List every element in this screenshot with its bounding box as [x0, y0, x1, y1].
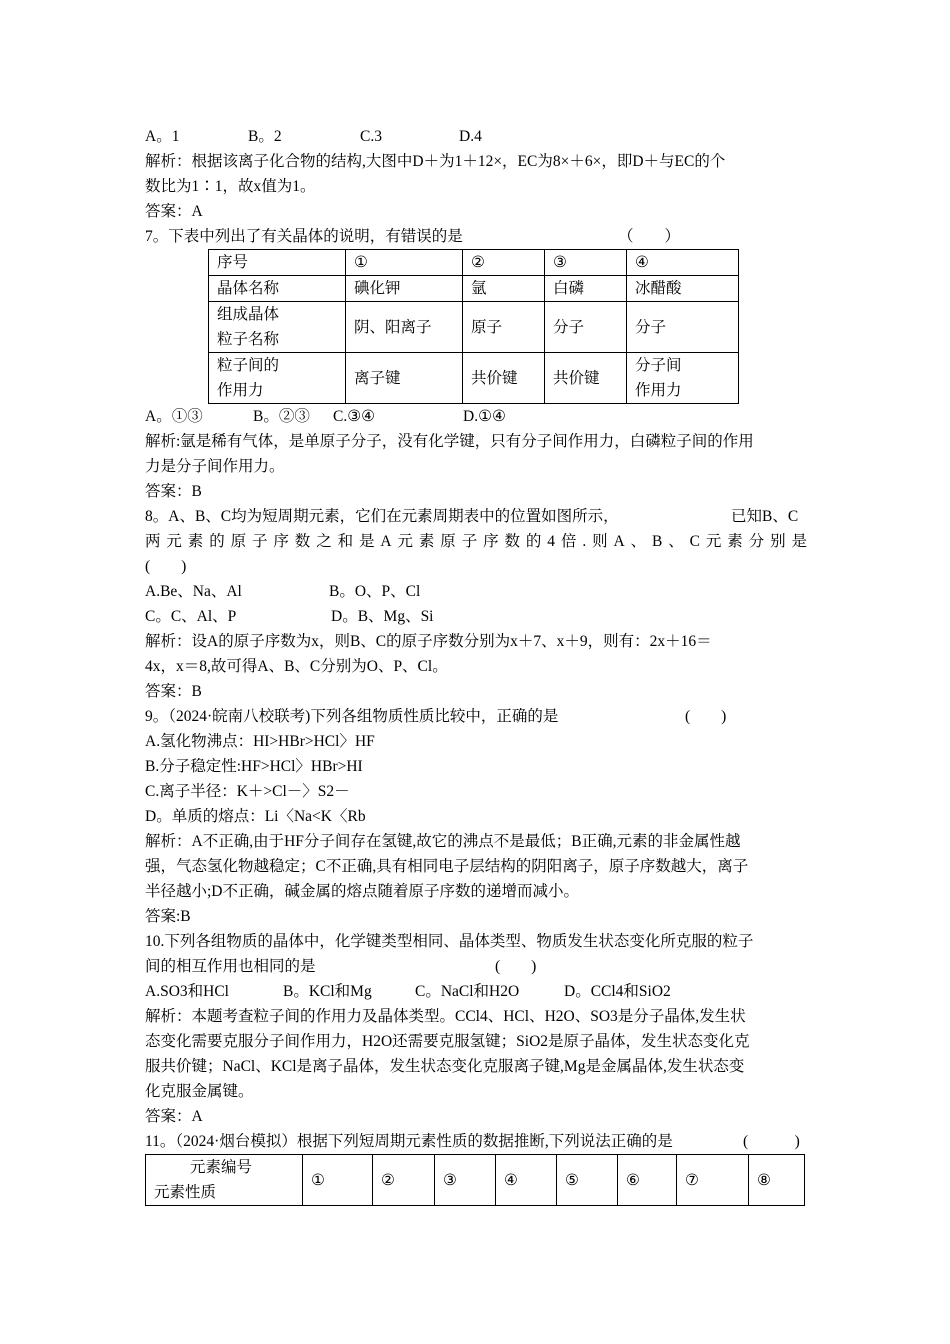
- table-cell: 分子: [627, 302, 739, 353]
- table-cell: 晶体名称: [209, 276, 346, 302]
- q10-answer: 答案：A: [145, 1108, 203, 1125]
- q9-answer: 答案:B: [145, 908, 191, 925]
- q11-table: [145, 1154, 805, 1206]
- table-cell: 阴、阳离子: [346, 302, 463, 353]
- q7-stem: [145, 224, 807, 249]
- question-text: 11。（2024·烟台模拟）根据下列短周期元素性质的数据推断,下列说法正确的是: [145, 1133, 673, 1150]
- table-cell: 碘化钾: [346, 276, 463, 302]
- table-cell: 序号: [209, 250, 346, 276]
- table-cell: ①: [346, 250, 463, 276]
- q8-options-cd: [145, 604, 807, 629]
- table-row: [146, 1155, 805, 1206]
- q8-analysis-line: 解析：设A的原子序数为x，则B、C的原子序数分别为x＋7、x＋9，则有：2x＋16＝: [145, 633, 712, 650]
- option-d: D。B、Mg、Si: [331, 608, 434, 625]
- q10-analysis-line: 服共价键；NaCl、KCl是离子晶体，发生状态变化克服离子键,Mg是金属晶体,发生状态变: [145, 1058, 745, 1075]
- table-cell: ②: [373, 1155, 435, 1206]
- option-d: D。单质的熔点：Li〈Na<K〈Rb: [145, 808, 366, 825]
- cell-line: 分子间: [635, 357, 682, 374]
- option-c: C.③④: [333, 408, 376, 425]
- q8-bracket: ( ): [145, 558, 187, 575]
- option-b: B.分子稳定性:HF>HCl〉HBr>HI: [145, 758, 363, 775]
- q10-stem-line: [145, 954, 807, 979]
- table-row: [209, 276, 739, 302]
- option-a: A.Be、Na、Al: [145, 583, 242, 600]
- q11-stem: [145, 1129, 807, 1154]
- table-row: [209, 302, 739, 353]
- table-cell: ⑧: [749, 1155, 805, 1206]
- cell-line: 作用力: [217, 382, 264, 399]
- option-b: B。②③: [253, 408, 310, 425]
- question-text: 已知B、C: [731, 508, 799, 525]
- option-a: A.SO3和HCl: [145, 983, 229, 1000]
- q8-answer: 答案：B: [145, 683, 202, 700]
- q9-stem: [145, 704, 807, 729]
- q6-options: [145, 124, 807, 149]
- question-text: 8。A、B、C均为短周期元素，它们在元素周期表中的位置如图所示，: [145, 508, 619, 525]
- document-page: [145, 124, 807, 1206]
- table-cell: 原子: [463, 302, 545, 353]
- q8-analysis-line: 4x，x＝8,故可得A、B、C分别为O、P、Cl。: [145, 658, 448, 675]
- option-b: B。O、P、Cl: [329, 583, 421, 600]
- option-c: C。C、Al、P: [145, 608, 237, 625]
- table-row: [209, 353, 739, 404]
- answer-bracket: （ ）: [618, 228, 681, 245]
- table-cell: ③: [545, 250, 627, 276]
- question-text: 间的相互作用也相同的是: [145, 958, 316, 975]
- table-cell: 冰醋酸: [627, 276, 739, 302]
- table-header-cell: [146, 1155, 303, 1206]
- table-cell: ①: [303, 1155, 373, 1206]
- answer-bracket: ( ): [685, 708, 727, 725]
- option-c: C.3: [360, 128, 382, 145]
- option-d: D.①④: [463, 408, 506, 425]
- table-cell: ④: [627, 250, 739, 276]
- question-text: 7。下表中列出了有关晶体的说明，有错误的是: [145, 228, 463, 245]
- table-cell: [209, 353, 346, 404]
- option-c: C.离子半径：K＋>Cl－〉S2－: [145, 783, 350, 800]
- table-cell: 离子键: [346, 353, 463, 404]
- q9-analysis-line: 解析：A不正确,由于HF分子间存在氢键,故它的沸点不是最低；B正确,元素的非金属性越: [145, 833, 741, 850]
- cell-line: 元素编号: [190, 1159, 253, 1176]
- q10-stem-line: 10.下列各组物质的晶体中，化学键类型相同、晶体类型、物质发生状态变化所克服的粒子: [145, 933, 754, 950]
- cell-line: 粒子间的: [217, 357, 280, 374]
- option-b: B。2: [248, 128, 282, 145]
- table-cell: ⑦: [677, 1155, 749, 1206]
- q9-analysis-line: 强，气态氢化物越稳定；C不正确,具有相同电子层结构的阴阳离子，原子序数越大，离子: [145, 858, 749, 875]
- option-a: A。1: [145, 128, 180, 145]
- q10-analysis-line: 化克服金属键。: [145, 1083, 254, 1100]
- q8-stem-line: [145, 504, 807, 529]
- q10-analysis-line: 态变化需要克服分子间作用力，H2O还需要克服氢键；SiO2是原子晶体，发生状态变化克: [145, 1033, 750, 1050]
- question-text: 9。（2024·皖南八校联考)下列各组物质性质比较中，正确的是: [145, 708, 559, 725]
- q7-answer: 答案：B: [145, 483, 202, 500]
- q6-analysis-line: 数比为1∶1，故x值为1。: [145, 178, 316, 195]
- table-cell: [627, 353, 739, 404]
- table-cell: 分子: [545, 302, 627, 353]
- q7-options: [145, 404, 807, 429]
- table-cell: ③: [435, 1155, 496, 1206]
- q7-table: [208, 249, 739, 404]
- table-cell: ②: [463, 250, 545, 276]
- q10-analysis-line: 解析：本题考查粒子间的作用力及晶体类型。CCl4、HCl、H2O、SO3是分子晶体,发生状: [145, 1008, 746, 1025]
- table-cell: 共价键: [545, 353, 627, 404]
- option-c: C。NaCl和H2O: [415, 983, 520, 1000]
- cell-line: 粒子名称: [217, 331, 280, 348]
- q7-analysis-line: 解析:氩是稀有气体，是单原子分子，没有化学键，只有分子间作用力，白磷粒子间的作用: [145, 433, 754, 450]
- q8-options-ab: [145, 579, 807, 604]
- cell-line: 作用力: [635, 382, 682, 399]
- table-cell: ④: [496, 1155, 557, 1206]
- option-a: A.氢化物沸点：HI>HBr>HCl〉HF: [145, 733, 375, 750]
- option-a: A。①③: [145, 408, 203, 425]
- q8-stem-line: 两元素的原子序数之和是A元素原子序数的4倍.则A、B、C元素分别是: [145, 533, 807, 550]
- cell-line: 组成晶体: [217, 306, 280, 323]
- table-cell: [209, 302, 346, 353]
- table-cell: 氩: [463, 276, 545, 302]
- q6-analysis-line: 解析：根据该离子化合物的结构,大图中D＋为1＋12×，EC为8×＋6×，即D＋与EC的个: [145, 153, 726, 170]
- table-cell: ⑤: [557, 1155, 618, 1206]
- table-cell: ⑥: [618, 1155, 677, 1206]
- q7-analysis-line: 力是分子间作用力。: [145, 458, 285, 475]
- answer-bracket: ( ): [495, 958, 537, 975]
- table-cell: 白磷: [545, 276, 627, 302]
- table-cell: 共价键: [463, 353, 545, 404]
- option-d: D。CCl4和SiO2: [564, 983, 671, 1000]
- q10-options: [145, 979, 807, 1004]
- answer-bracket: ( ): [743, 1133, 800, 1150]
- table-row: [209, 250, 739, 276]
- cell-line: 元素性质: [154, 1184, 217, 1201]
- option-d: D.4: [459, 128, 482, 145]
- q9-analysis-line: 半径越小;D不正确，碱金属的熔点随着原子序数的递增而减小。: [145, 883, 580, 900]
- option-b: B。KCl和Mg: [283, 983, 372, 1000]
- q6-answer: 答案：A: [145, 203, 203, 220]
